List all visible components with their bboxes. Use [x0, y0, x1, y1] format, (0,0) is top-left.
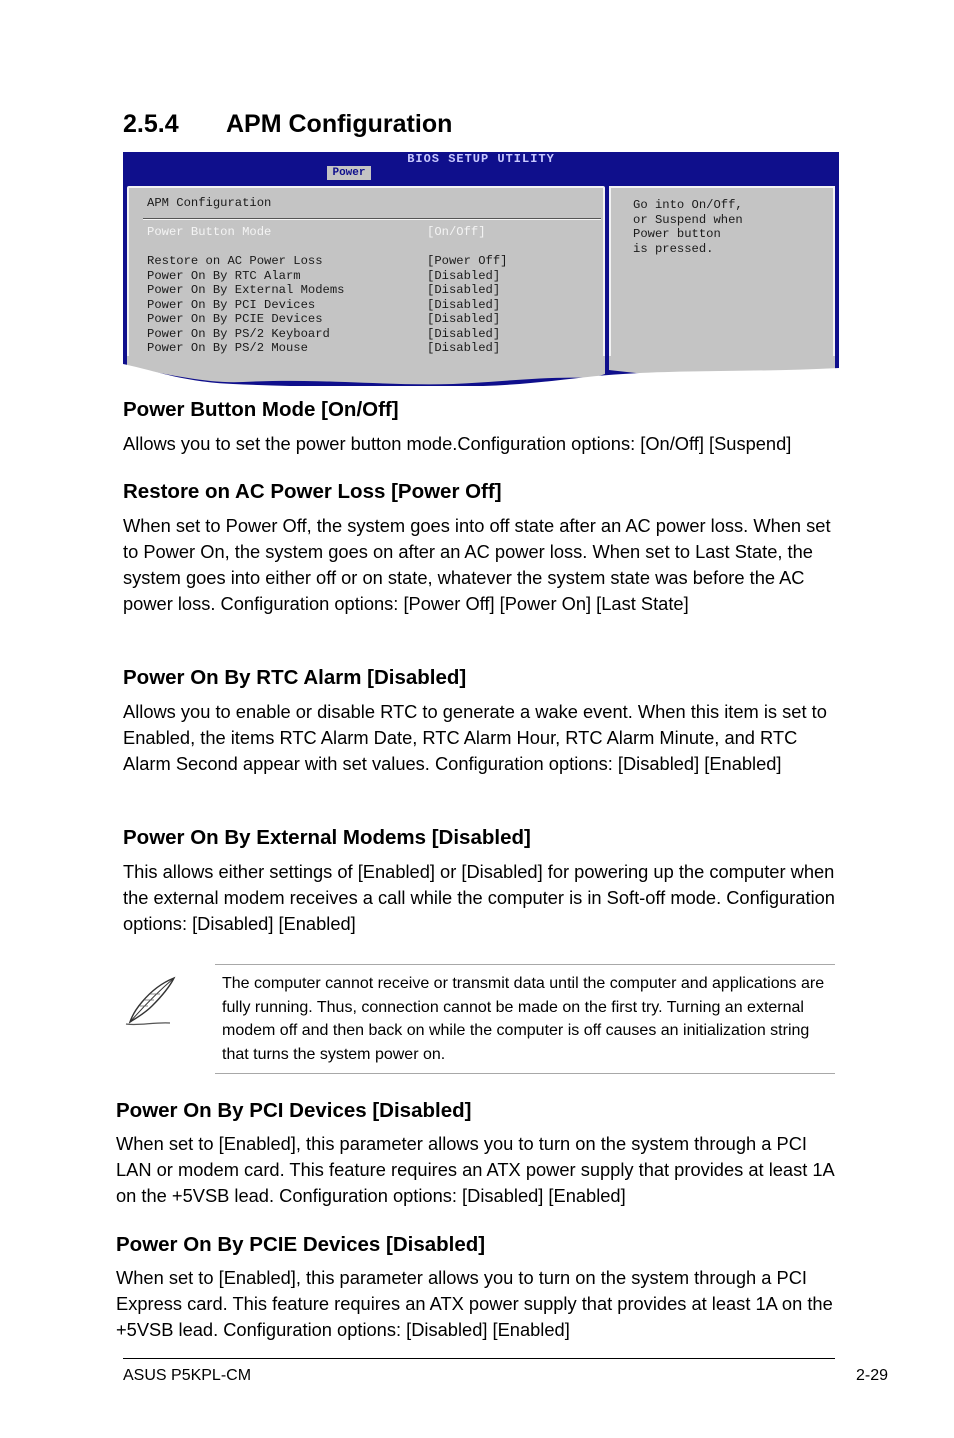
body-power-button-mode: Allows you to set the power button mode.Configuration options: [On/Off] [Suspend]: [123, 433, 792, 454]
bios-item-value[interactable]: [Power Off]: [427, 254, 508, 268]
bios-help-line: is pressed.: [633, 241, 714, 256]
bios-selected-item-value[interactable]: [On/Off]: [427, 225, 486, 239]
bios-selected-item-label[interactable]: Power Button Mode: [147, 225, 272, 239]
heading-external-modems: Power On By External Modems [Disabled]: [123, 826, 531, 849]
body-restore-ac-power-loss: When set to Power Off, the system goes into off state after an AC power loss. When set to Power On, the system goes on after an AC power loss. When set to Last State, the system goes into either off or on state, whatever the system state was before the AC power loss. Configuration options: [Power Off] [Power On] [Last State]: [123, 515, 831, 614]
bios-header: [123, 152, 839, 182]
bios-item-value[interactable]: [Disabled]: [427, 312, 501, 326]
note-text: The computer cannot receive or transmit data until the computer and applications are fully running. Thus, connection cannot be made on the first try. Turning an external modem off and then back on while the computer is off causes an initialization string that turns the system power on.: [222, 975, 825, 1063]
heading-power-button-mode: Power Button Mode [On/Off]: [123, 398, 399, 421]
heading-pci-devices: Power On By PCI Devices [Disabled]: [116, 1099, 472, 1122]
bios-item-label[interactable]: Power On By PCIE Devices: [147, 312, 323, 326]
bios-panel-title: APM Configuration: [147, 196, 272, 210]
body-rtc-alarm: Allows you to enable or disable RTC to generate a wake event. When this item is set to Enabled, the items RTC Alarm Date, RTC Alarm Hour, RTC Alarm Minute, and RTC Alarm Second appear with set values. Configuration options: [Disabled] [Enabled]: [123, 701, 827, 774]
bios-item-value[interactable]: [Disabled]: [427, 341, 501, 355]
bios-item-value[interactable]: [Disabled]: [427, 297, 501, 312]
note-bottom-rule: [215, 1073, 835, 1074]
bios-item-label[interactable]: Power On By RTC Alarm: [147, 268, 301, 283]
heading-restore-ac-power-loss: Restore on AC Power Loss [Power Off]: [123, 480, 502, 503]
bios-item-label[interactable]: Power On By PS/2 Mouse: [147, 341, 308, 355]
bios-item-label[interactable]: Power On By External Modems: [147, 283, 345, 297]
bios-item-label[interactable]: Power On By PCI Devices: [147, 297, 316, 312]
section-number: 2.5.4: [123, 110, 179, 138]
bios-utility-title: BIOS SETUP UTILITY: [407, 152, 555, 166]
body-pci-devices: When set to [Enabled], this parameter allows you to turn on the system through a PCI LAN or modem card. This feature requires an ATX power supply that provides at least 1A on the +5VSB lead. Configuration options: [Disabled] [Enabled]: [116, 1133, 834, 1206]
bios-item-value[interactable]: [Disabled]: [427, 283, 501, 297]
heading-rtc-alarm: Power On By RTC Alarm [Disabled]: [123, 666, 467, 689]
bios-item-label[interactable]: Power On By PS/2 Keyboard: [147, 326, 330, 341]
bios-help-line: Power button: [633, 227, 721, 241]
bios-screenshot: [123, 152, 839, 386]
footer-rule: [123, 1358, 835, 1359]
bios-tab-power[interactable]: Power: [327, 166, 371, 180]
footer-page-number: 2-29: [855, 1367, 888, 1384]
note-top-rule: [215, 964, 835, 965]
torn-edge-decoration: [123, 356, 839, 386]
bios-item-value[interactable]: [Disabled]: [427, 268, 501, 283]
body-pcie-devices: When set to [Enabled], this parameter allows you to turn on the system through a PCI Express card. This feature requires an ATX power supply that provides at least 1A on the +5VSB lead. Configuration options: [Disabled] [Enabled]: [116, 1267, 833, 1340]
section-title: [123, 110, 452, 139]
bios-item-label[interactable]: Restore on AC Power Loss: [147, 254, 323, 268]
section-title-text: APM Configuration: [226, 110, 453, 138]
feather-pen-icon: [124, 976, 178, 1028]
footer-product-name: ASUS P5KPL-CM: [123, 1367, 252, 1384]
bios-help-line: Go into On/Off,: [633, 198, 743, 212]
bios-item-value[interactable]: [Disabled]: [427, 326, 501, 341]
body-external-modems: This allows either settings of [Enabled] or [Disabled] for powering up the computer when the external modem receives a call while the computer is in Soft-off mode. Configuration options: [Disabled] [Enabled]: [123, 861, 835, 934]
bios-help-line: or Suspend when: [633, 212, 743, 227]
heading-pcie-devices: Power On By PCIE Devices [Disabled]: [116, 1233, 486, 1256]
bios-divider-highlight: [143, 219, 601, 220]
